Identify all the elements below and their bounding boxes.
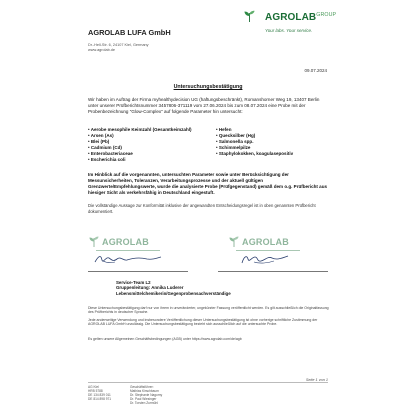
footnote-usage: Jede anderweitige Verwendung und insbesondere Veröffentlichung dieser Untersuchungsbestätigung ist ohne vorherige schriftliche Zustimmung der AGROLAB LUFA GmbH unzulässig. Die Untersuchungsbestätigung bezieht sich ausschließlich auf die untersuchte Probe. <box>88 318 318 327</box>
parameter-item: • Arsen (As) <box>88 133 208 139</box>
signer-role: Lebensmittelchemikerin/Gegenprobensachverständige <box>116 290 231 296</box>
parameter-item: • Blei (Pb) <box>88 139 208 145</box>
conclusion-paragraph: Im Hinblick auf die vorgenannten, untersuchten Parameter sowie unter Berücksichtigung der Messunsicherheiten, Toleranzen, Verarbeitungsprozesse und der aktuell gültigen Grenzwerte/Empfehlungswerte, wurde die analysierte Probe (Prüfgegenstand) gemäß dem o.g. Prüfbericht aus hiesiger Sicht als verkehrsfähig in Deutschland eingestuft. <box>88 172 328 196</box>
parameter-item: • Schimmelpilze <box>216 145 336 151</box>
page-indicator: Seite 1 von 1 <box>305 378 328 382</box>
signer-block <box>116 280 231 296</box>
handwritten-signature-right <box>240 253 290 265</box>
document-title: Untersuchungsbestätigung <box>173 84 243 90</box>
footer-registry: AG Kiel HRB 5788 DE 134 839 011 DE 814 898 971 <box>88 385 112 402</box>
parameter-item: • Enterobacteriaceae <box>88 151 208 157</box>
footer-divider <box>88 382 328 383</box>
signature-line <box>218 271 328 272</box>
parameter-item: • Quecksilber (Hg) <box>216 133 336 139</box>
stamp-leaf-icon <box>88 236 100 248</box>
footer-management: Geschäftsführer: Mathias Kirschbaum Dr. Stephanie Nagorny Dr. Paul Wiesinger Dr. Torsten Zurmühl <box>130 385 163 406</box>
stamp-underline <box>236 250 300 251</box>
intro-paragraph: Wir haben im Auftrag der Firma myhealthydecision UG (haftungsbeschränkt), Romanshorner Weg 19, 13407 Berlin unter unserer Prüfberichtsnummer 3457806-371119 vom 27.06.2024 bis zum 08.07.2024 eine Probe mit der Probenbezeichnung "Glow-Complex" auf folgende Parameter hin untersucht: <box>88 97 320 115</box>
company-address: Dr.-Hell-Str. 6, 24107 Kiel, Germany <box>88 43 149 47</box>
stamp-underline <box>96 250 160 251</box>
parameter-item: • Staphylokokken, koagulasepositiv <box>216 151 336 157</box>
company-website: www.agrolab.de <box>88 48 116 52</box>
leaf-logo-icon <box>243 10 256 23</box>
handwritten-signature-left <box>93 253 163 265</box>
footnote-terms: Es gelten unsere Allgemeinen Geschäftsbedingungen (AGB) unter https://www.agrolab.com/de/agb <box>88 337 242 341</box>
group-lead: Gruppenleitung: Annika Luderer <box>116 285 184 291</box>
conformity-note: Die vollständige Aussage zur Konformität inklusive der angewandten Entscheidungsregel ist in oben genannten Prüfbericht dokumentiert. <box>88 203 316 214</box>
stamp-wordmark: AGROLAB <box>242 237 289 247</box>
footnote-publication: Diese Untersuchungsbestätigung darf nur von ihrem in unveränderter, ungekürzter Fassung veröffentlicht werden. Es gilt ausschließlich die Originalfassung des Prüfberichts in deutscher Sprache. <box>88 306 329 315</box>
parameter-item: • Salmonella spp. <box>216 139 336 145</box>
company-name: AGROLAB LUFA GmbH <box>88 28 171 37</box>
parameter-item: • Hefen <box>216 127 336 133</box>
logo-tagline: Your labs. Your service. <box>265 28 313 33</box>
stamp-wordmark: AGROLAB <box>102 237 149 247</box>
agrolab-logo <box>235 10 335 50</box>
parameter-item: • Cadmium (Cd) <box>88 145 208 151</box>
parameter-list-left <box>88 127 208 164</box>
document-date: 09.07.2024 <box>304 68 327 73</box>
service-team: Service-Team L2 <box>116 280 151 285</box>
parameter-item: • Aerobe mesophile Keimzahl (Gesamtkeimzahl) <box>88 127 208 133</box>
logo-wordmark: $AGROLAB^{GROUP}$ <box>265 12 337 23</box>
stamp-leaf-icon <box>228 236 240 248</box>
parameter-item: • Escherichia coli <box>88 157 208 163</box>
signature-line <box>88 271 188 272</box>
parameter-list-right <box>216 127 336 157</box>
